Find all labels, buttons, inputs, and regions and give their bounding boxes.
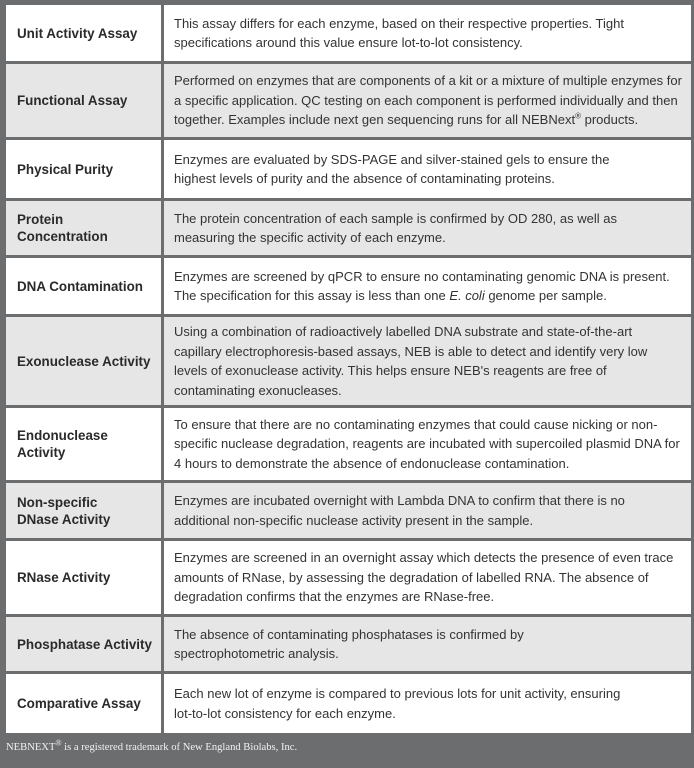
assay-name: Unit Activity Assay (6, 5, 164, 61)
trademark-footnote: NEBNEXT® is a registered trademark of New England Biolabs, Inc. (6, 738, 298, 753)
assay-name: Functional Assay (6, 64, 164, 137)
assay-name: Exonuclease Activity (6, 317, 164, 405)
table-row (6, 201, 691, 258)
assay-name: DNA Contamination (6, 258, 164, 314)
assay-description: The absence of contaminating phosphatases is confirmed by spectrophotometric analysis. (164, 617, 691, 671)
assay-description: The protein concentration of each sample is confirmed by OD 280, as well as measuring the specific activity of each enzyme. (164, 201, 691, 255)
assay-description: Performed on enzymes that are components of a kit or a mixture of multiple enzymes for a specific application. QC testing on each component is performed individually and then together. Examples include next gen sequencing runs for all NEBNext® products. (164, 64, 691, 137)
table-row (6, 5, 691, 64)
assay-name: Physical Purity (6, 140, 164, 198)
assay-description: Enzymes are screened in an overnight assay which detects the presence of even trace amounts of RNase, by assessing the degradation of labelled RNA. The absence of degradation confirms that the enzymes are RNase-free. (164, 541, 691, 614)
assay-name: Endonuclease Activity (6, 408, 164, 480)
table-row (6, 483, 691, 541)
assay-description: Using a combination of radioactively labelled DNA substrate and state-of-the-art capillary electrophoresis-based assays, NEB is able to detect and identify very low levels of exonuclease activity. This helps ensure NEB's reagents are free of contaminating exonucleases. (164, 317, 691, 405)
table-row (6, 317, 691, 408)
assay-description: Enzymes are incubated overnight with Lambda DNA to confirm that there is no additional non-specific nuclease activity present in the sample. (164, 483, 691, 538)
qc-assay-table (6, 5, 691, 733)
table-row (6, 408, 691, 483)
table-row (6, 541, 691, 617)
table-row (6, 617, 691, 674)
assay-name: Protein Concentration (6, 201, 164, 255)
assay-name: RNase Activity (6, 541, 164, 614)
assay-description: Enzymes are evaluated by SDS-PAGE and silver-stained gels to ensure the highest levels of purity and the absence of contaminating proteins. (164, 140, 691, 198)
assay-description: This assay differs for each enzyme, based on their respective properties. Tight specifications around this value ensure lot-to-lot consistency. (164, 5, 691, 61)
assay-description: To ensure that there are no contaminating enzymes that could cause nicking or non-specific nuclease degradation, reagents are incubated with supercoiled plasmid DNA for 4 hours to demonstrate the absence of endonuclease contamination. (164, 408, 691, 480)
assay-name: Phosphatase Activity (6, 617, 164, 671)
table-row (6, 140, 691, 201)
assay-name: Non-specific DNase Activity (6, 483, 164, 538)
assay-name: Comparative Assay (6, 674, 164, 733)
table-row (6, 258, 691, 317)
assay-description: Each new lot of enzyme is compared to previous lots for unit activity, ensuring lot-to-lot consistency for each enzyme. (164, 674, 691, 733)
table-row (6, 674, 691, 733)
assay-description: Enzymes are screened by qPCR to ensure no contaminating genomic DNA is present. The specification for this assay is less than one E. coli genome per sample. (164, 258, 691, 314)
table-row (6, 64, 691, 140)
